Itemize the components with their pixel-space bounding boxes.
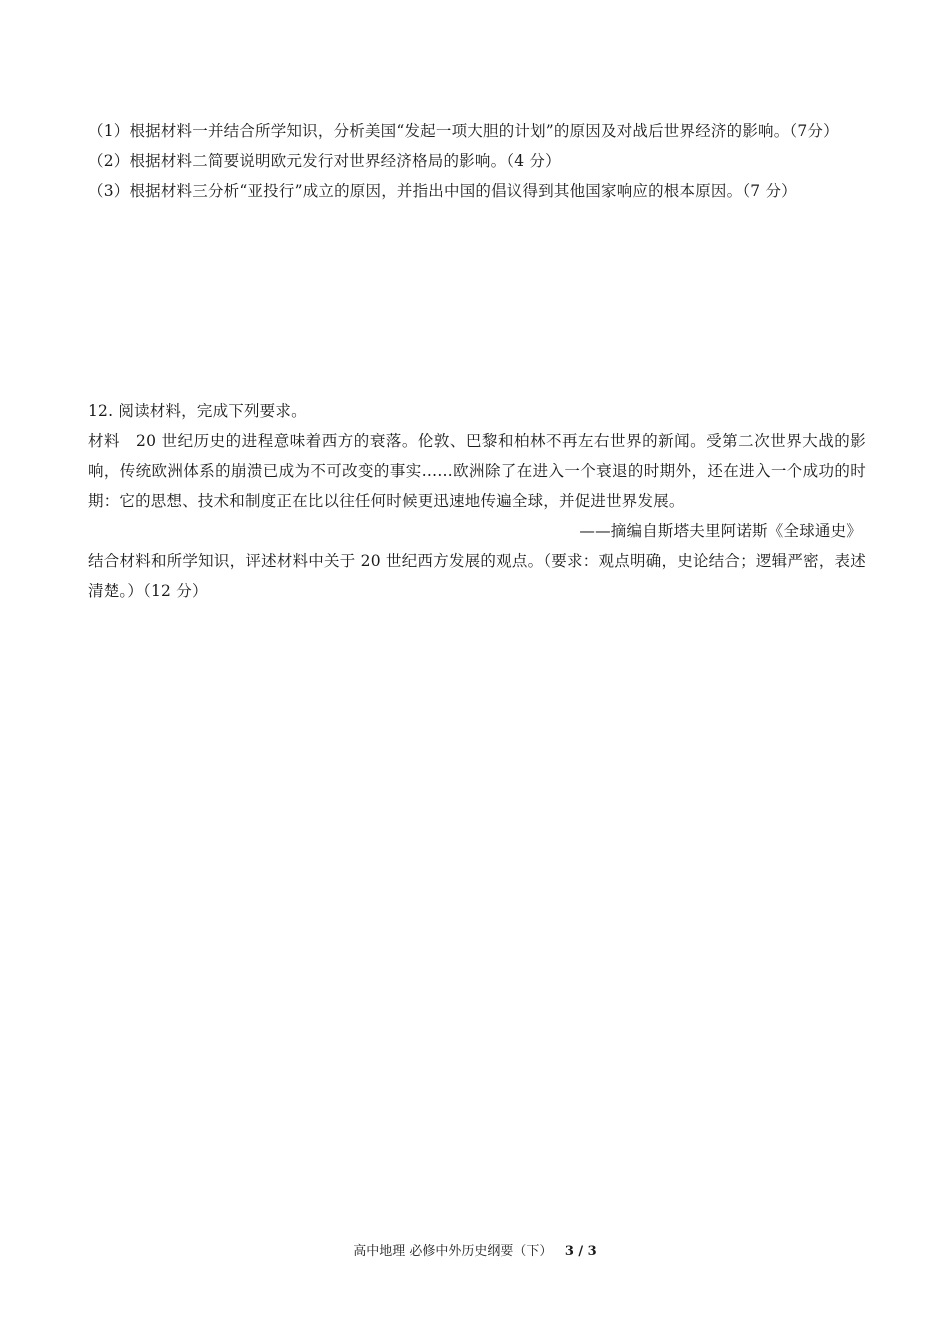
question-11-subquestions: [88, 116, 866, 206]
q11-subquestion-1: （1）根据材料一并结合所学知识，分析美国“发起一项大胆的计划”的原因及对战后世界经济的影响。（7分）: [88, 122, 839, 140]
page-footer: [0, 1242, 950, 1262]
q12-source-citation: ——摘编自斯塔夫里阿诺斯《全球通史》: [579, 522, 862, 540]
q12-heading: 12. 阅读材料，完成下列要求。: [88, 402, 307, 420]
q12-material: 材料 20 世纪历史的进程意味着西方的衰落。伦敦、巴黎和柏林不再左右世界的新闻。受第二次世界大战的影响，传统欧洲体系的崩溃已成为不可改变的事实……欧洲除了在进入一个衰退的时期外，还在进入一个成功的时期：它的思想、技术和制度正在比以往任何时候更迅速地传遍全球，并促进世界发展。: [88, 432, 866, 510]
question-12: [88, 396, 866, 606]
footer-page-number: 3 / 3: [564, 1244, 597, 1259]
q11-subquestion-3: （3）根据材料三分析“亚投行”成立的原因，并指出中国的倡议得到其他国家响应的根本原因。（7 分）: [88, 182, 797, 200]
q12-task: 结合材料和所学知识，评述材料中关于 20 世纪西方发展的观点。（要求：观点明确，史论结合；逻辑严密，表述清楚。）（12 分）: [88, 552, 866, 600]
q11-subquestion-2: （2）根据材料二简要说明欧元发行对世界经济格局的影响。（4 分）: [88, 152, 561, 170]
footer-title: 高中地理 必修中外历史纲要（下）: [353, 1244, 553, 1259]
